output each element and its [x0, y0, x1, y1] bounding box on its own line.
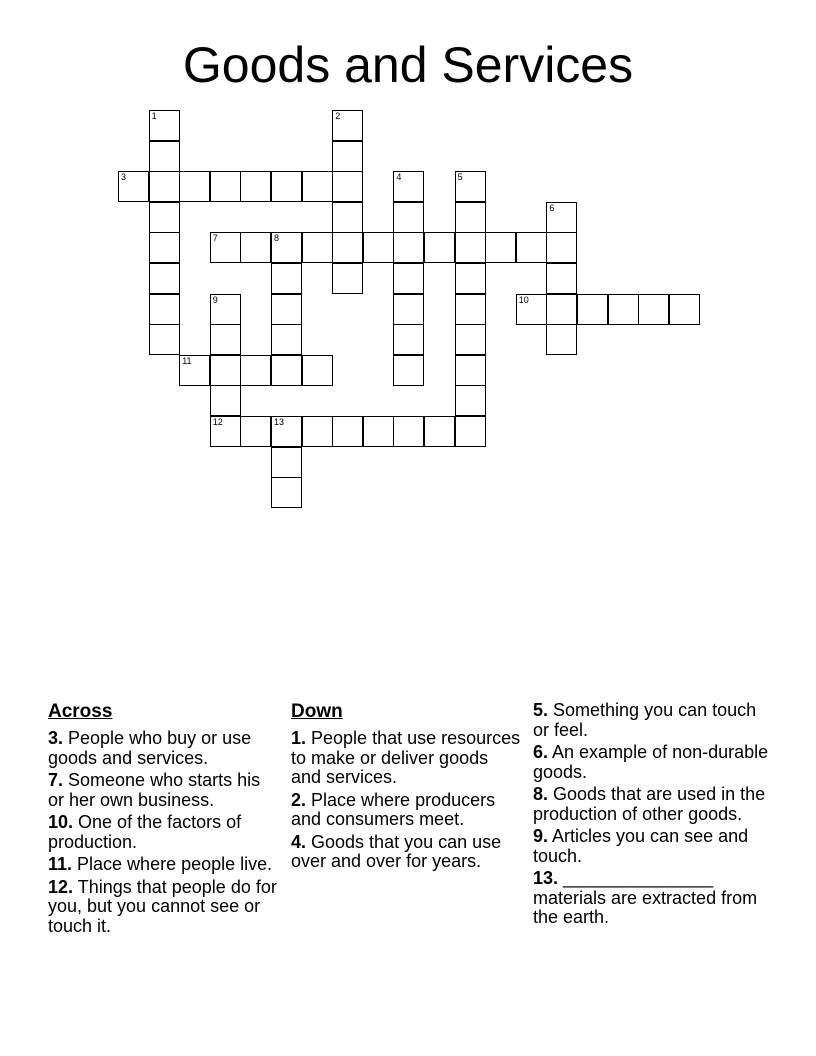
clue-number: 9: [212, 294, 218, 305]
grid-cell[interactable]: [332, 141, 363, 172]
clue-number: 6: [549, 202, 555, 213]
grid-cell[interactable]: [363, 416, 394, 447]
clue-text: People that use resources to make or deliver goods and services.: [291, 728, 521, 787]
clue-number-label: 3.: [48, 728, 64, 748]
clue-text: One of the factors of production.: [48, 812, 242, 852]
grid-cell[interactable]: [118, 171, 149, 202]
grid-cell[interactable]: [271, 416, 302, 447]
grid-cell[interactable]: [424, 232, 455, 263]
grid-cell[interactable]: [240, 232, 271, 263]
clue-number: 12: [212, 417, 223, 427]
grid-cell[interactable]: [393, 416, 424, 447]
grid-cell[interactable]: [455, 294, 486, 325]
grid-cell[interactable]: [516, 294, 547, 325]
grid-cell[interactable]: [240, 416, 271, 447]
grid-cell[interactable]: [455, 385, 486, 416]
grid-cell[interactable]: [455, 263, 486, 294]
clue: [48, 813, 278, 852]
clue: [533, 701, 773, 740]
clue-number: 4: [396, 172, 402, 183]
clue: [291, 791, 521, 830]
down-clue-list: [291, 729, 521, 872]
grid-cell[interactable]: [363, 232, 394, 263]
grid-cell[interactable]: [546, 232, 577, 263]
grid-cell[interactable]: [271, 294, 302, 325]
clue-number-label: 5.: [533, 700, 549, 720]
clue-number: 8: [274, 233, 280, 244]
clue: [291, 833, 521, 872]
grid-cell[interactable]: [149, 110, 180, 141]
clue-number-label: 2.: [291, 789, 307, 810]
grid-cell[interactable]: [179, 171, 210, 202]
grid-cell[interactable]: [393, 355, 424, 386]
grid-cell[interactable]: [546, 294, 577, 325]
grid-cell[interactable]: [302, 232, 333, 263]
grid-cell[interactable]: [302, 355, 333, 386]
grid-cell[interactable]: [332, 263, 363, 294]
grid-cell[interactable]: [271, 355, 302, 386]
clue-number-label: 1.: [291, 728, 307, 748]
grid-cell[interactable]: [271, 232, 302, 263]
grid-cell[interactable]: [271, 171, 302, 202]
clue-number-label: 7.: [48, 770, 64, 790]
grid-cell[interactable]: [271, 324, 302, 355]
down-heading: Down: [291, 701, 343, 722]
grid-cell[interactable]: [424, 416, 455, 447]
grid-cell[interactable]: [393, 263, 424, 294]
grid-cell[interactable]: [210, 324, 241, 355]
grid-cell[interactable]: [393, 202, 424, 233]
grid-cell[interactable]: [210, 355, 241, 386]
clue-text: _______________ materials are extracted from the earth.: [533, 868, 758, 927]
clue-number: 7: [212, 233, 218, 244]
clue-number-label: 9.: [533, 826, 549, 846]
grid-cell[interactable]: [210, 232, 241, 263]
grid-cell[interactable]: [302, 171, 333, 202]
grid-cell[interactable]: [455, 232, 486, 263]
clue-text: An example of non-durable goods.: [533, 742, 769, 782]
clue-text: Goods that you can use over and over for years.: [291, 831, 502, 871]
clue-text: Things that people do for you, but you cannot see or touch it.: [48, 876, 277, 936]
clue-text: Place where producers and consumers meet.: [291, 789, 496, 829]
down-clues: [291, 701, 521, 875]
clue: [48, 855, 278, 875]
grid-cell[interactable]: [546, 202, 577, 233]
grid-cell[interactable]: [455, 355, 486, 386]
clue-number: 5: [457, 172, 463, 183]
grid-cell[interactable]: [210, 385, 241, 416]
grid-cell[interactable]: [210, 294, 241, 325]
grid-cell[interactable]: [638, 294, 669, 325]
grid-cell[interactable]: [669, 294, 700, 325]
grid-cell[interactable]: [149, 141, 180, 172]
clue-text: Articles you can see and touch.: [533, 826, 749, 866]
clue: [533, 827, 773, 866]
clue-number-label: 12.: [48, 876, 74, 897]
clue-number: 1: [151, 111, 157, 121]
grid-cell[interactable]: [577, 294, 608, 325]
clue: [48, 771, 278, 810]
grid-cell[interactable]: [516, 232, 547, 263]
clue-number: 11: [182, 355, 192, 366]
clue: [291, 729, 521, 788]
grid-cell[interactable]: [210, 171, 241, 202]
down-clues-continued: [533, 701, 773, 931]
grid-cell[interactable]: [393, 324, 424, 355]
grid-cell[interactable]: [240, 171, 271, 202]
grid-cell[interactable]: [608, 294, 639, 325]
clue: [533, 869, 773, 928]
clue-number-label: 8.: [533, 784, 549, 804]
grid-cell[interactable]: [149, 171, 180, 202]
grid-cell[interactable]: [210, 416, 241, 447]
clue-text: Something you can touch or feel.: [533, 700, 757, 740]
grid-cell[interactable]: [455, 202, 486, 233]
grid-cell[interactable]: [149, 263, 180, 294]
clue-text: Place where people live.: [72, 854, 273, 874]
clue-text: Someone who starts his or her own business.: [48, 770, 261, 810]
clue-number-label: 13.: [533, 868, 559, 888]
clue-number: 3: [121, 172, 127, 183]
puzzle-title: Goods and Services: [182, 37, 634, 93]
grid-cell[interactable]: [546, 263, 577, 294]
clue: [48, 729, 278, 768]
grid-cell[interactable]: [332, 171, 363, 202]
clue-number-label: 10.: [48, 812, 74, 832]
clue-number-label: 11.: [48, 854, 73, 874]
clue-number-label: 4.: [291, 831, 307, 852]
grid-cell[interactable]: [485, 232, 516, 263]
grid-cell[interactable]: [240, 355, 271, 386]
grid-cell[interactable]: [393, 294, 424, 325]
clue-number: 10: [518, 294, 529, 305]
grid-cell[interactable]: [149, 232, 180, 263]
down-clue-list-continued: [533, 701, 773, 928]
across-clue-list: [48, 729, 278, 936]
grid-cell[interactable]: [302, 416, 333, 447]
grid-cell[interactable]: [332, 416, 363, 447]
grid-cell[interactable]: [393, 171, 424, 202]
clue-text: People who buy or use goods and services.: [48, 728, 252, 768]
grid-cell[interactable]: [149, 294, 180, 325]
grid-cell[interactable]: [546, 324, 577, 355]
across-clues: [48, 701, 278, 939]
across-heading: Across: [48, 701, 113, 722]
grid-cell[interactable]: [149, 202, 180, 233]
clue-number: 2: [335, 111, 341, 121]
grid-cell[interactable]: [271, 263, 302, 294]
grid-cell[interactable]: [455, 324, 486, 355]
grid-cell[interactable]: [179, 355, 210, 386]
grid-cell[interactable]: [271, 477, 302, 508]
grid-cell[interactable]: [332, 110, 363, 141]
clue-text: Goods that are used in the production of other goods.: [533, 784, 766, 824]
grid-cell[interactable]: [271, 447, 302, 478]
grid-cell[interactable]: [455, 171, 486, 202]
clue: [533, 785, 773, 824]
clue: [48, 878, 278, 937]
grid-cell[interactable]: [455, 416, 486, 447]
grid-cell[interactable]: [332, 202, 363, 233]
clue-number-label: 6.: [533, 742, 549, 762]
grid-cell[interactable]: [332, 232, 363, 263]
grid-cell[interactable]: [393, 232, 424, 263]
clue: [533, 743, 773, 782]
clue-number: 13: [274, 417, 285, 427]
grid-cell[interactable]: [149, 324, 180, 355]
